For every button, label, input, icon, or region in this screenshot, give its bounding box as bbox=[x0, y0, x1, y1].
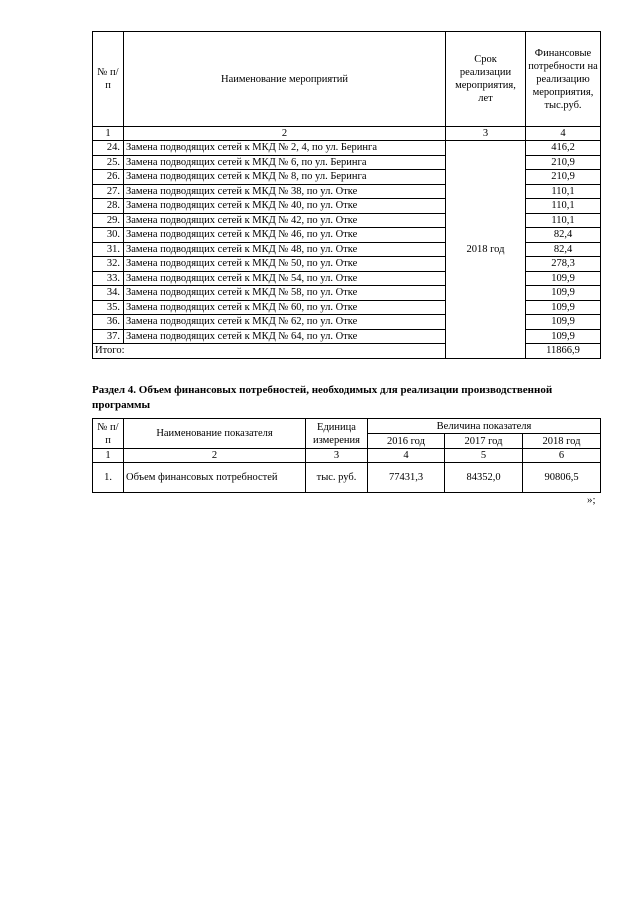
row-cost: 109,9 bbox=[526, 315, 601, 330]
row-cost: 82,4 bbox=[526, 228, 601, 243]
row-num: 31. bbox=[93, 242, 124, 257]
row-name: Замена подводящих сетей к МКД № 58, по ул. Отке bbox=[124, 286, 446, 301]
row-cost: 110,1 bbox=[526, 213, 601, 228]
column-number: 6 bbox=[523, 449, 601, 463]
row-num: 25. bbox=[93, 155, 124, 170]
header-name: Наименование показателя bbox=[124, 419, 306, 449]
row-cost: 109,9 bbox=[526, 286, 601, 301]
header-num: № п/п bbox=[93, 419, 124, 449]
row-num: 37. bbox=[93, 329, 124, 344]
column-number-row bbox=[93, 127, 601, 141]
row-cost: 416,2 bbox=[526, 141, 601, 156]
row-cost: 110,1 bbox=[526, 199, 601, 214]
row-name: Замена подводящих сетей к МКД № 50, по ул. Отке bbox=[124, 257, 446, 272]
row-value-2018: 90806,5 bbox=[523, 463, 601, 493]
row-name: Замена подводящих сетей к МКД № 42, по ул. Отке bbox=[124, 213, 446, 228]
header-name: Наименование мероприятий bbox=[124, 32, 446, 127]
header-cost: Финансовые потребности на реализацию мероприятия, тыс.руб. bbox=[526, 32, 601, 127]
row-num: 36. bbox=[93, 315, 124, 330]
row-name: Замена подводящих сетей к МКД № 48, по ул. Отке bbox=[124, 242, 446, 257]
row-value-2017: 84352,0 bbox=[445, 463, 523, 493]
row-name: Замена подводящих сетей к МКД № 2, 4, по ул. Беринга bbox=[124, 141, 446, 156]
column-number: 4 bbox=[526, 127, 601, 141]
row-name: Замена подводящих сетей к МКД № 6, по ул. Беринга bbox=[124, 155, 446, 170]
row-num: 28. bbox=[93, 199, 124, 214]
header-value-group: Величина показателя bbox=[368, 419, 601, 434]
column-number: 2 bbox=[124, 449, 306, 463]
column-number: 3 bbox=[446, 127, 526, 141]
column-number: 4 bbox=[368, 449, 445, 463]
row-num: 26. bbox=[93, 170, 124, 185]
row-name: Замена подводящих сетей к МКД № 8, по ул. Беринга bbox=[124, 170, 446, 185]
row-name: Замена подводящих сетей к МКД № 54, по ул. Отке bbox=[124, 271, 446, 286]
row-cost: 110,1 bbox=[526, 184, 601, 199]
column-number: 1 bbox=[93, 127, 124, 141]
table-header-row bbox=[93, 419, 601, 434]
row-value-2016: 77431,3 bbox=[368, 463, 445, 493]
row-name: Замена подводящих сетей к МКД № 64, по ул. Отке bbox=[124, 329, 446, 344]
row-name: Замена подводящих сетей к МКД № 40, по ул. Отке bbox=[124, 199, 446, 214]
row-num: 30. bbox=[93, 228, 124, 243]
closing-mark: »; bbox=[587, 494, 596, 506]
row-num: 35. bbox=[93, 300, 124, 315]
row-num: 34. bbox=[93, 286, 124, 301]
table-row bbox=[93, 463, 601, 493]
total-label: Итого: bbox=[93, 344, 446, 359]
row-cost: 82,4 bbox=[526, 242, 601, 257]
row-num: 33. bbox=[93, 271, 124, 286]
row-cost: 109,9 bbox=[526, 329, 601, 344]
row-cost: 278,3 bbox=[526, 257, 601, 272]
row-num: 24. bbox=[93, 141, 124, 156]
period-cell: 2018 год bbox=[446, 141, 526, 359]
row-num: 1. bbox=[93, 463, 124, 493]
row-cost: 109,9 bbox=[526, 300, 601, 315]
header-year: 2018 год bbox=[523, 434, 601, 449]
column-number: 3 bbox=[306, 449, 368, 463]
header-num: № п/п bbox=[93, 32, 124, 127]
row-cost: 109,9 bbox=[526, 271, 601, 286]
row-num: 27. bbox=[93, 184, 124, 199]
row-name: Объем финансовых потребностей bbox=[124, 463, 306, 493]
row-unit: тыс. руб. bbox=[306, 463, 368, 493]
header-unit: Единица измерения bbox=[306, 419, 368, 449]
table-row bbox=[93, 141, 601, 156]
header-year: 2017 год bbox=[445, 434, 523, 449]
total-value: 11866,9 bbox=[526, 344, 601, 359]
row-num: 32. bbox=[93, 257, 124, 272]
row-num: 29. bbox=[93, 213, 124, 228]
row-name: Замена подводящих сетей к МКД № 38, по ул. Отке bbox=[124, 184, 446, 199]
row-name: Замена подводящих сетей к МКД № 62, по ул. Отке bbox=[124, 315, 446, 330]
row-name: Замена подводящих сетей к МКД № 60, по ул. Отке bbox=[124, 300, 446, 315]
table-header-row bbox=[93, 32, 601, 127]
column-number-row bbox=[93, 449, 601, 463]
row-name: Замена подводящих сетей к МКД № 46, по ул. Отке bbox=[124, 228, 446, 243]
measures-table bbox=[92, 31, 601, 359]
column-number: 2 bbox=[124, 127, 446, 141]
header-year: 2016 год bbox=[368, 434, 445, 449]
row-cost: 210,9 bbox=[526, 170, 601, 185]
section-4-title: Раздел 4. Объем финансовых потребностей, необходимых для реализации производственной программы bbox=[92, 384, 553, 411]
row-cost: 210,9 bbox=[526, 155, 601, 170]
column-number: 5 bbox=[445, 449, 523, 463]
header-period: Срок реализации мероприятия, лет bbox=[446, 32, 526, 127]
financial-needs-table bbox=[92, 418, 601, 493]
column-number: 1 bbox=[93, 449, 124, 463]
